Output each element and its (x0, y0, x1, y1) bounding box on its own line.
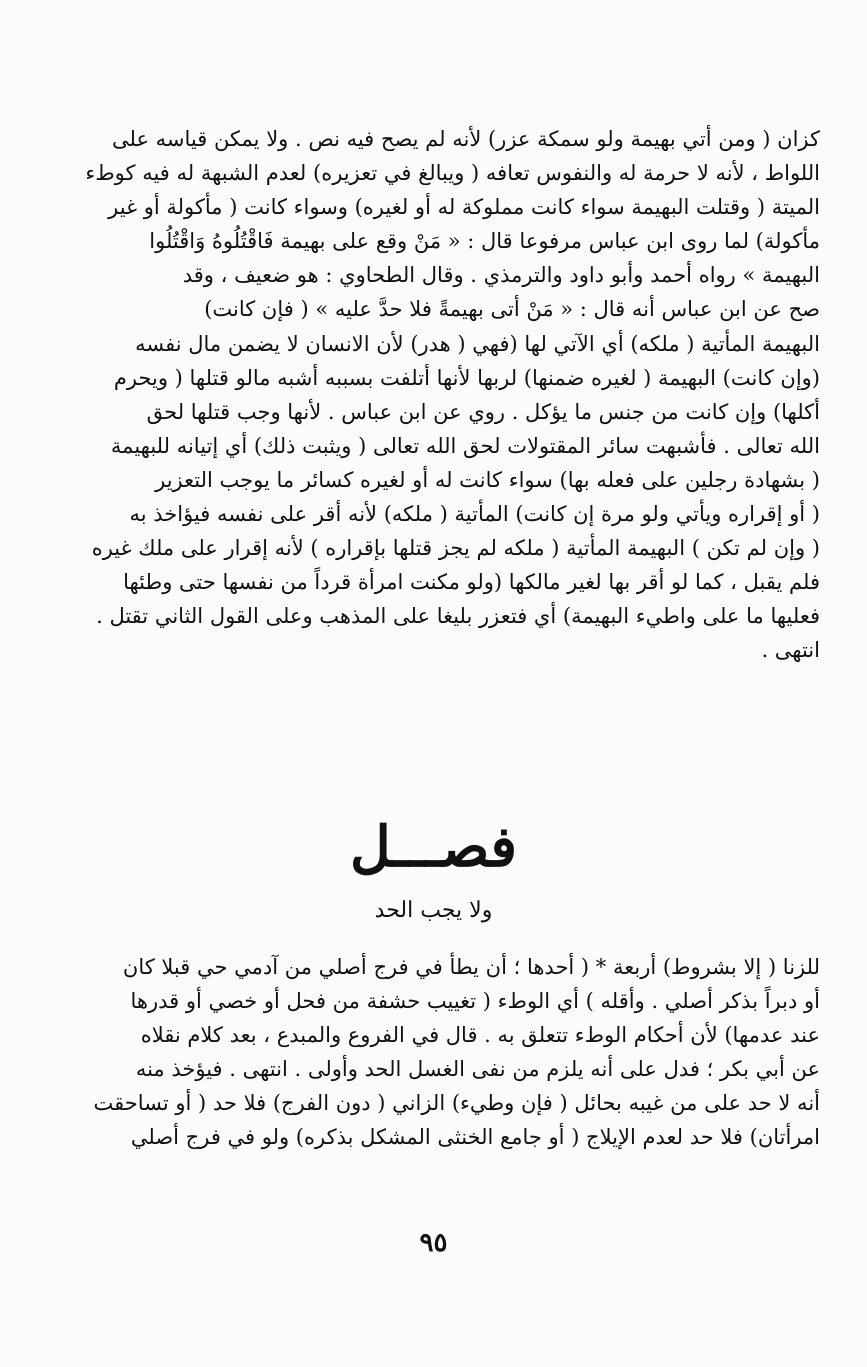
text-line: أو دبراً بذكر أصلي . وأقله ) أي الوطء ( تغييب حشفة من فحل أو خصي أو قدرها (130, 989, 820, 1014)
text-line: عن أبي بكر ؛ فدل على أنه يلزم من نفى الغسل الحد وأولى . انتهى . فيؤخذ منه (135, 1057, 820, 1082)
text-line: عند عدمها) لأن أحكام الوطء تتعلق به . قال في الفروع والمبدع ، بعد كلام نقلاه (140, 1023, 820, 1048)
text-line: فلم يقبل ، كما لو أقر بها لغير مالكها (ولو مكنت امرأة قرداً من نفسها حتى وطئها (123, 570, 820, 595)
text-line: الميتة ( وقتلت البهيمة سواء كانت مملوكة له أو لغيره) وسواء كانت ( مأكولة أو غير (108, 195, 820, 220)
section-subtitle: ولا يجب الحد (374, 898, 493, 923)
text-line: صح عن ابن عباس أنه قال : « مَنْ أتى بهيمةً فلا حدَّ عليه » ( فإن كانت) (204, 297, 820, 322)
text-line: أنه لا حد على من غيبه بحائل ( فإن وطيء) الزاني ( دون الفرج) فلا حد ( أو تساحقت (93, 1091, 820, 1116)
paragraph-1 (70, 122, 820, 668)
text-line: للزنا ( إلا بشروط) أربعة * ( أحدها ؛ أن يطأ في فرج أصلي من آدمي حي قبلا كان (122, 955, 820, 979)
text-line: البهيمة المأتية ( ملكه) أي الآتي لها (ف‍هي ( هدر) لأن الانسان لا يضمن مال نفسه (135, 331, 820, 356)
text-line: فعليها ما على واطيء البهيمة) أي فتعزر بليغا على المذهب وعلى القول الثاني تقتل . (96, 604, 820, 629)
text-line: كزان ( ومن أتي بهيمة ولو سمكة عزر) لأنه لم يصح فيه نص . ولا يمكن قياسه على (111, 127, 820, 151)
text-line: (وإن كانت) البهيمة ( لغيره ضمنها) لربها لأنها أتلفت بسببه أشبه مالو قتلها ( ويحرم (113, 365, 820, 390)
text-line: امرأتان) فلا حد لعدم الإيلاج ( أو جامع الخنثى المشكل بذكره) ولو في فرج أصلي (130, 1125, 820, 1150)
text-line: ( وإن لم تكن ) البهيمة المأتية ( ملكه لم يجز قتلها بإقراره ) لأنه إقرار على ملك غيره (91, 536, 820, 561)
text-line: أكلها) وإن كانت من جنس ما يؤكل . روي عن ابن عباس . لأنها وجب قتلها لحق (146, 399, 820, 424)
text-line: اللواط ، لأنه لا حرمة له والنفوس تعافه ( ويبالغ في تعزيره) لعدم الشبهة له فيه كوطء (85, 161, 820, 186)
page-number: ٩٥ (419, 1228, 448, 1258)
text-line: انتهى . (761, 638, 820, 663)
text-line: ( أو إقراره ويأتي ولو مرة إن كانت) المأتية ( ملكه) لأنه أقر على نفسه فيؤاخذ به (129, 502, 820, 527)
text-line: مأكولة) لما روى ابن عباس مرفوعا قال : « مَنْ وقع على بهيمة فَاقْتُلُوهُ وَاقْتُلُوا (149, 229, 820, 254)
text-line: ( بشهادة رجلين على فعله بها) سواء كانت له أو لغيره كسائر ما يوجب التعزير (155, 467, 820, 492)
text-line: البهيمة » رواه أحمد وأبو داود والترمذي . وقال الطحاوي : هو ضعيف ، وقد (182, 263, 820, 288)
section-title: فصـــل (350, 814, 517, 880)
text-line: الله تعالى . فأشبهت سائر المقتولات لحق الله تعالى ( ويثبت ذلك) أي إتيانه للبهيمة (110, 433, 820, 458)
paragraph-2 (70, 950, 820, 1155)
